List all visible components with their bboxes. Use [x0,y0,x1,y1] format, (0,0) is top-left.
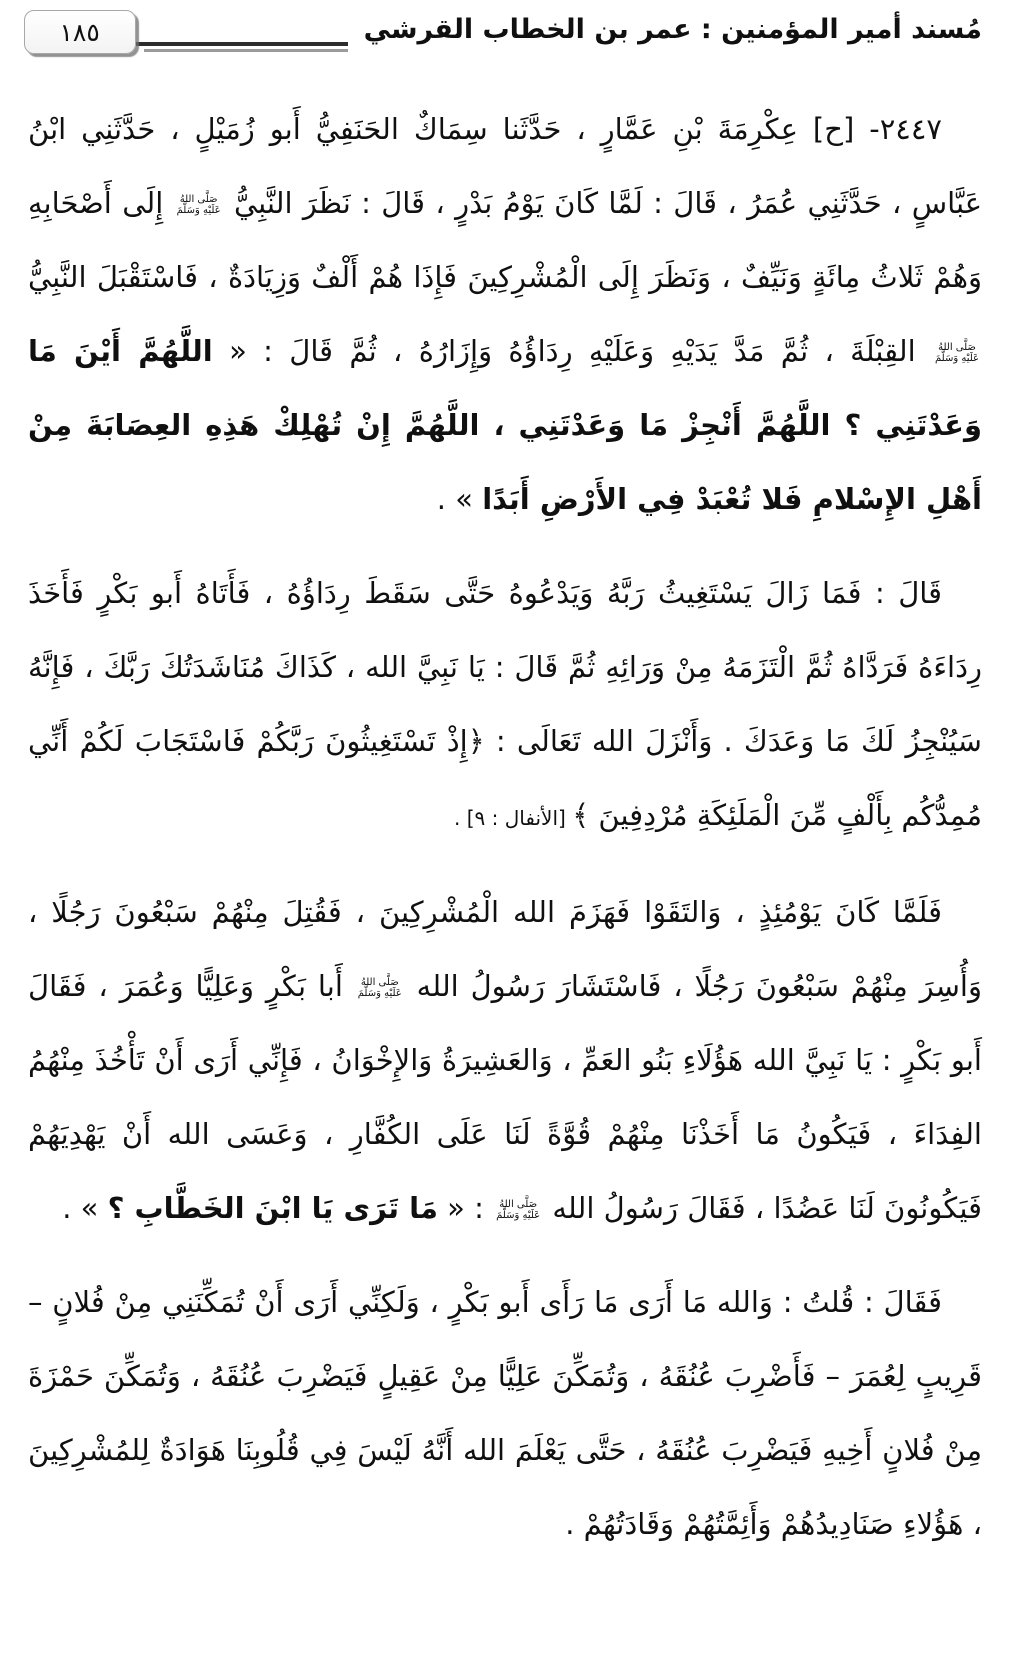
header-rule [136,42,348,52]
honorific-line: صَلَّى اللهُ [499,1198,538,1210]
page-number: ١٨٥ [59,17,100,47]
hadith-text: فَلَمَّا كَانَ يَوْمُئِذٍ ، وَالتَقَوْا فَهَزَمَ الله الْمُشْرِكِينَ ، فَقُتِلَ مِنْهُمْ سَبْعُونَ رَجُلًا ، وَأُسِرَ مِنْهُمْ سَبْعُونَ رَجُلًا ، فَاسْتَشَارَ رَسُولُ الله [28,895,982,1003]
page-body [28,70,982,1561]
honorific-line: صَلَّى اللهُ [360,976,399,988]
salla-allahu-alayhi-wasallam-icon [935,342,979,365]
page-header [28,8,982,70]
honorific-line: عَلَيْهِ وَسَلَّمَ [934,353,979,364]
honorific-line: عَلَيْهِ وَسَلَّمَ [496,1210,541,1221]
page-number-badge [24,10,136,54]
paragraph-badr-captives [28,875,982,1245]
paragraph-umar-opinion [28,1265,982,1561]
quran-citation: [الأنفال : ٩] . [454,806,573,830]
hadith-2447-paragraph [28,92,982,536]
salla-allahu-alayhi-wasallam-icon [496,1199,540,1222]
salla-allahu-alayhi-wasallam-icon [177,194,221,217]
header-rule-dark-line [136,42,348,46]
hadith-text: إِلَى أَصْحَابِهِ وَهُمْ ثَلاثُ مِائَةٍ وَنَيِّفٌ ، وَنَظَرَ إِلَى الْمُشْرِكِينَ فَإِذَا هُمْ أَلْفٌ وَزِيَادَةٌ ، فَاسْتَقْبَلَ النَّبِيُّ [28,186,982,294]
paragraph-istighatha [28,556,982,855]
dua-bold-text: اللَّهُمَّ أَيْنَ مَا وَعَدْتَنِي ؟ اللَّهُمَّ أَنْجِزْ مَا وَعَدْتَنِي ، اللَّهُمَّ إِنْ تُهْلِكْ هَذِهِ العِصَابَةَ مِنْ أَهْلِ الإِسْلامِ فَلا تُعْبَدْ فِي الأَرْضِ أَبَدًا [28,334,982,516]
honorific-line: صَلَّى اللهُ [938,341,976,353]
quran-open-bracket: ﴿ [467,724,485,758]
hadith-text: فَقَالَ : قُلتُ : وَالله مَا أَرَى مَا رَأَى أَبو بَكْرٍ ، وَلَكِنِّي أَرَى أَنْ تُمَكِّنَنِي مِنْ فُلانٍ – قَرِيبٍ لِعُمَرَ – فَأَضْرِبَ عُنُقَهُ ، وَتُمَكِّنَ عَلِيًّا مِنْ عَقِيلٍ فَيَضْرِبَ عُنُقَهُ ، وَتُمَكِّنَ حَمْزَةَ مِنْ فُلانٍ أَخِيهِ فَيَضْرِبَ عُنُقَهُ ، حَتَّى يَعْلَمَ الله أَنَّهُ لَيْسَ فِي قُلُوبِنَا هَوَادَةٌ لِلمُشْرِكِينَ ، هَؤُلاءِ صَنَادِيدُهُمْ وَأَئِمَّتُهُمْ وَقَادَتُهُمْ . [28,1285,982,1541]
quran-close-bracket: ﴾ [572,798,590,832]
hadith-text: » . [436,482,483,516]
hadith-text: » . [62,1191,108,1225]
honorific-line: صَلَّى اللهُ [179,193,218,205]
hadith-text: أَبا بَكْرٍ وَعَلِيًّا وَعُمَرَ ، فَقَالَ أَبو بَكْرٍ : يَا نَبِيَّ الله هَؤُلَاءِ بَنُو العَمِّ ، وَالعَشِيرَةُ وَالإِخْوَانُ ، فَإِنِّي أَرَى أَنْ تَأْخُذَ مِنْهُمُ الفِدَاءَ ، فَيَكُونُ مَا أَخَذْنَا مِنْهُمْ قُوَّةً لَنَا عَلَى الكُفَّارِ ، وَعَسَى الله أَنْ يَهْدِيَهُمْ فَيَكُونُونَ لَنَا عَضُدًا ، فَقَالَ رَسُولُ الله [28,969,982,1225]
honorific-line: عَلَيْهِ وَسَلَّمَ [176,205,221,216]
prophet-question-bold-text: مَا تَرَى يَا ابْنَ الخَطَّابِ ؟ [107,1191,438,1225]
honorific-line: عَلَيْهِ وَسَلَّمَ [357,988,402,999]
hadith-text: : « [437,1191,494,1225]
hadith-text: القِبْلَةَ ، ثُمَّ مَدَّ يَدَيْهِ وَعَلَيْهِ رِدَاؤُهُ وَإِزَارُهُ ، ثُمَّ قَالَ : « [212,334,932,368]
page-title: مُسند أمير المؤمنين : عمر بن الخطاب القرشي [363,14,982,45]
quran-verse-anfal-9: إِذْ تَسْتَغِيثُونَ رَبَّكُمْ فَاسْتَجَابَ لَكُمْ أَنِّي مُمِدُّكُم بِأَلْفٍ مِّنَ الْمَلَئِكَةِ مُرْدِفِينَ [28,724,982,832]
header-rule-gray-line [144,49,348,52]
hadith-text: قَالَ : فَمَا زَالَ يَسْتَغِيثُ رَبَّهُ وَيَدْعُوهُ حَتَّى سَقَطَ رِدَاؤُهُ ، فَأَتَاهُ أَبو بَكْرٍ فَأَخَذَ رِدَاءَهُ فَرَدَّاهُ ثُمَّ الْتَزَمَهُ مِنْ وَرَائِهِ ثُمَّ قَالَ : يَا نَبِيَّ الله ، كَذَاكَ مُنَاشَدَتُكَ رَبَّكَ ، فَإِنَّهُ سَيُنْجِزُ لَكَ مَا وَعَدَكَ . وَأَنْزَلَ الله تَعَالَى : [28,576,982,758]
hadith-isnad-and-matn: ٢٤٤٧- [ح] عِكْرِمَةَ بْنِ عَمَّارٍ ، حَدَّثَنا سِمَاكٌ الحَنَفِيُّ أَبو زُمَيْلٍ ، حَدَّثَنِي ابْنُ عَبَّاسٍ ، حَدَّثَنِي عُمَرُ ، قَالَ : لَمَّا كَانَ يَوْمُ بَدْرٍ ، قَالَ : نَظَرَ النَّبِيُّ [28,112,983,220]
salla-allahu-alayhi-wasallam-icon [358,977,402,1000]
